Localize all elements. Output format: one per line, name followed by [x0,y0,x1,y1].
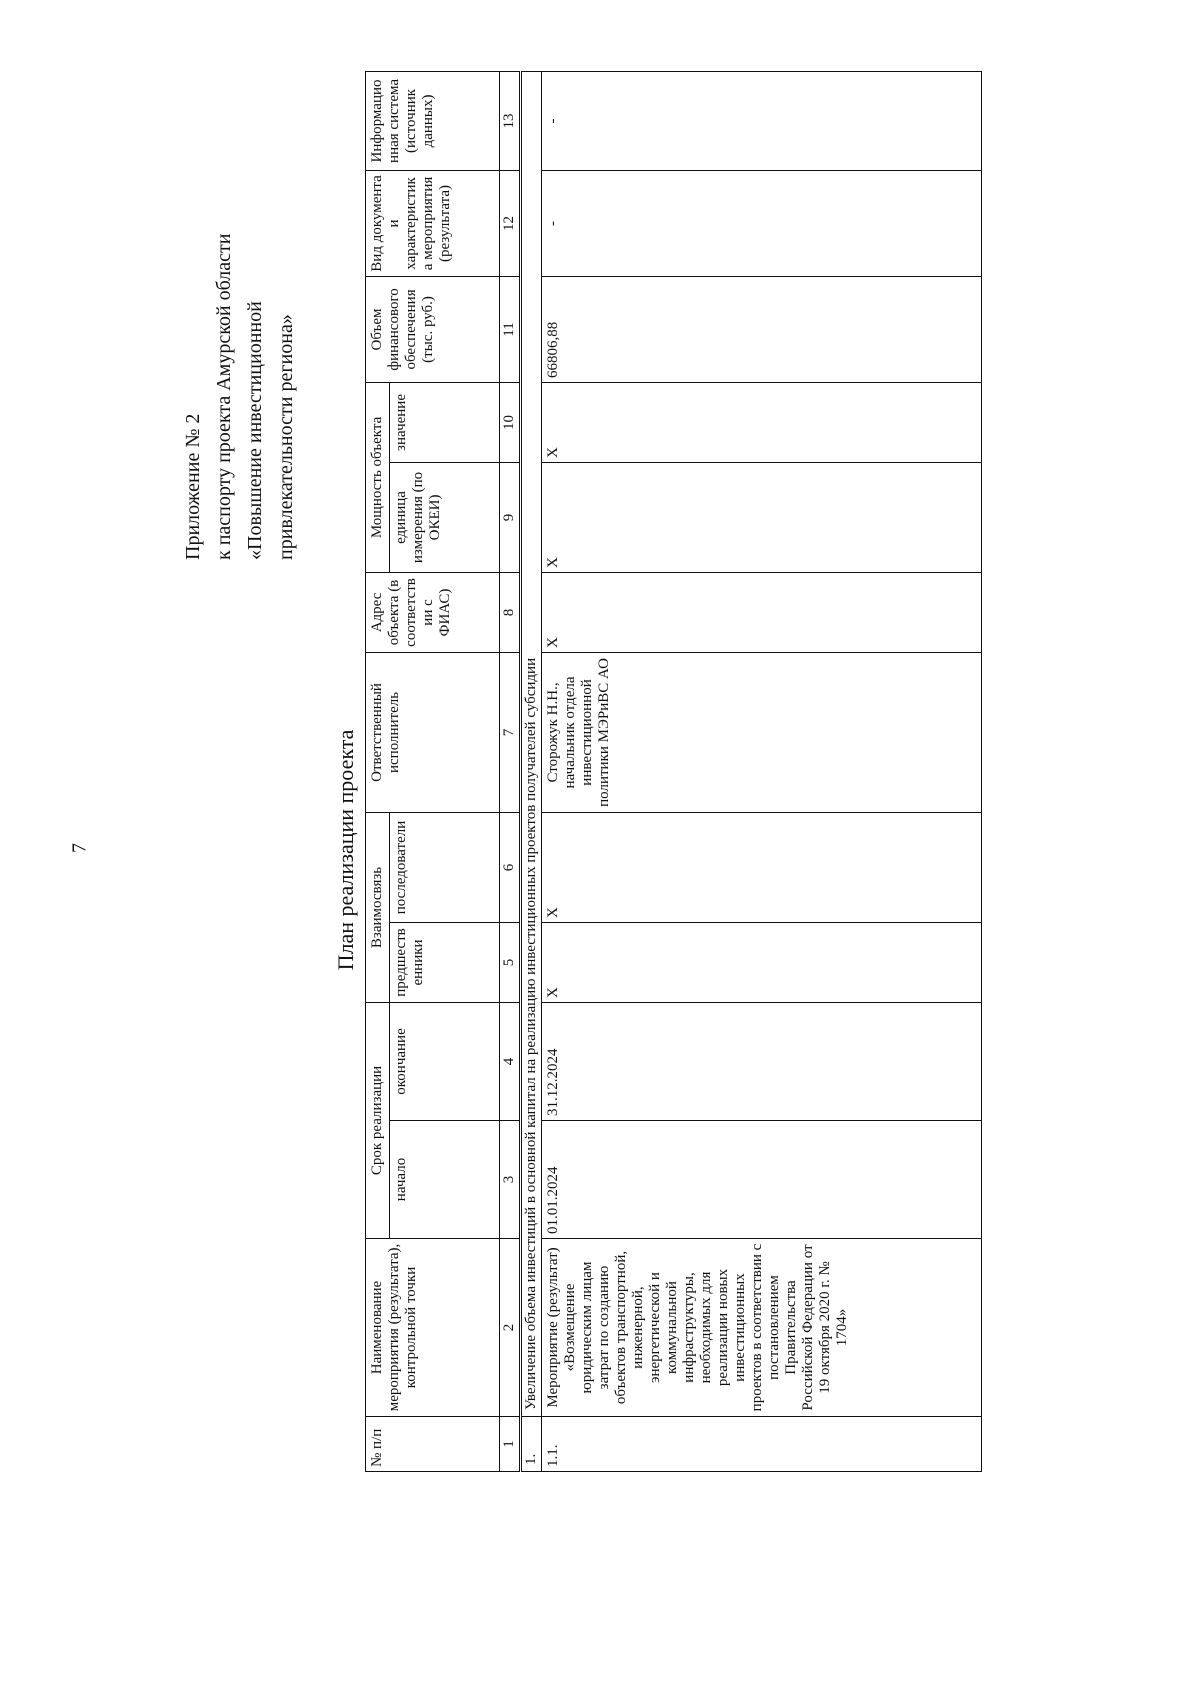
column-number: 2 [500,1239,521,1417]
header-num: № п/п [366,1417,500,1472]
row-doc: - [542,170,982,276]
page-number: 7 [68,843,91,853]
row-succ: X [542,812,982,922]
section-row [521,71,542,1471]
appendix-line: Приложение № 2 [182,413,204,560]
row-address: X [542,572,982,652]
row-end: 31.12.2024 [542,1002,982,1120]
row-unit: X [542,462,982,572]
column-number: 10 [500,382,521,462]
document-title: План реализации проекта [333,729,358,971]
row-start: 01.01.2024 [542,1121,982,1239]
header-row-1 [366,71,390,1471]
column-number: 4 [500,1002,521,1120]
header-value: значение [390,382,500,462]
column-number: 8 [500,572,521,652]
header-link-group: Взаимосвязь [366,812,390,1002]
header-pred: предшественники [390,922,500,1002]
row-value: X [542,382,982,462]
row-finance: 66806,88 [542,276,982,382]
header-end: окончание [390,1002,500,1120]
header-power-group: Мощность объекта [366,382,390,572]
appendix-line: «Повышение инвестиционной [244,301,266,560]
header-term-group: Срок реализации [366,1002,390,1238]
column-number-row [500,71,521,1471]
appendix-line: к паспорту проекта Амурской области [213,233,235,560]
row-responsible: Сторожук Н.Н., начальник отдела инвестиционной политики МЭРиВС АО [542,652,982,812]
column-number: 9 [500,462,521,572]
column-number: 6 [500,812,521,922]
section-title: Увеличение объема инвестиций в основной капитал на реализацию инвестиционных проектов получателей субсидии [521,71,542,1416]
column-number: 11 [500,276,521,382]
column-number: 1 [500,1417,521,1472]
column-number: 5 [500,922,521,1002]
header-succ: последователи [390,812,500,922]
header-info: Информационная система (источник данных) [366,71,500,170]
header-unit: единица измерения (по ОКЕИ) [390,462,500,572]
header-responsible: Ответственный исполнитель [366,652,500,812]
header-start: начало [390,1121,500,1239]
row-pred: X [542,922,982,1002]
table-row [542,71,982,1471]
plan-table [365,71,982,1472]
column-number: 12 [500,170,521,276]
column-number: 7 [500,652,521,812]
header-finance: Объем финансового обеспечения (тыс. руб.) [366,276,500,382]
row-info: - [542,71,982,170]
section-number: 1. [521,1417,542,1472]
row-name: Мероприятие (результат) «Возмещение юридическим лицам затрат по созданию объектов транспортной, инженерной, энергетической и коммунальной инфраструктуры, необходимых для реализации новых инвестиционных проектов в соответствии с постановлением Правительства Российской Федерации от 19 октября 2020 г. № 1704» [542,1239,982,1417]
header-name: Наименование мероприятия (результата), контрольной точки [366,1239,500,1417]
header-address: Адрес объекта (в соответствии с ФИАС) [366,572,500,652]
header-doc: Вид документа и характеристика мероприятия (результата) [366,170,500,276]
column-number: 3 [500,1121,521,1239]
row-number: 1.1. [542,1417,982,1472]
column-number: 13 [500,71,521,170]
appendix-line: привлекательности региона» [275,314,297,560]
appendix-block [178,100,302,560]
plan-table-container [365,72,1107,1472]
